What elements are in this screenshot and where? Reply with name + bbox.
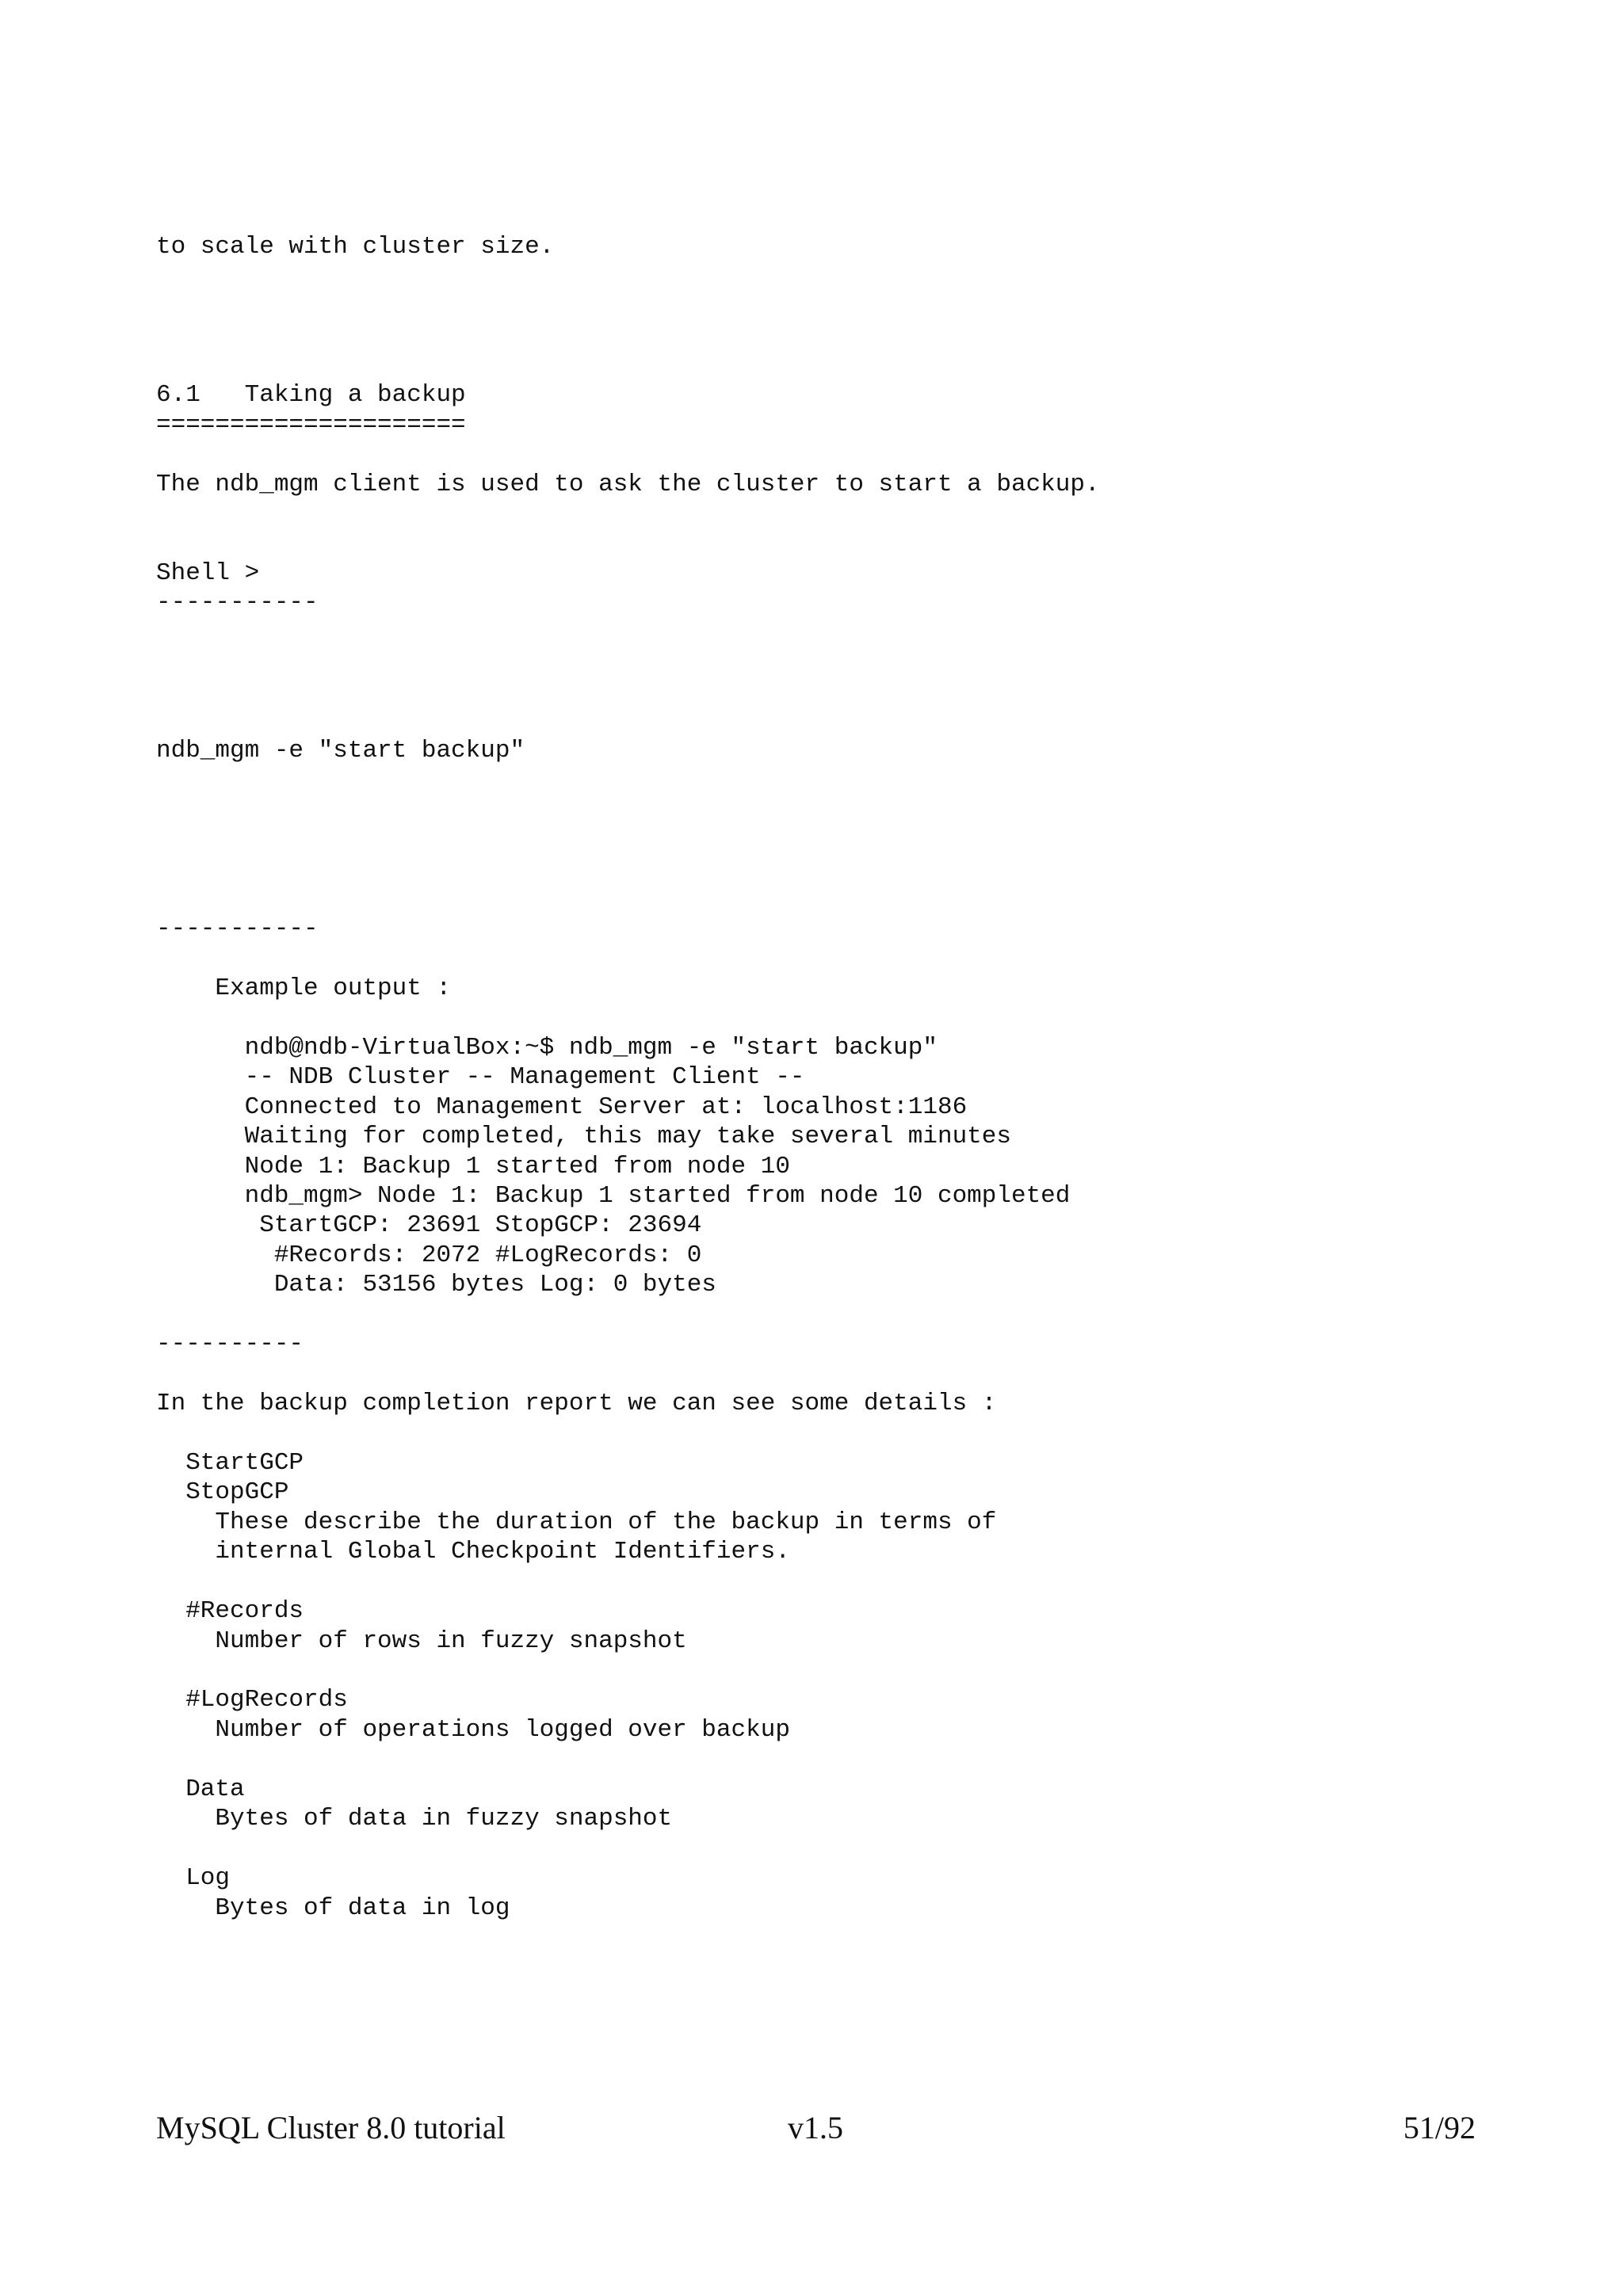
- text-line: The ndb_mgm client is used to ask the cluster to start a backup.: [156, 470, 1100, 498]
- text-line: #Records: [156, 1597, 304, 1626]
- text-line: Node 1: Backup 1 started from node 10: [156, 1152, 790, 1180]
- text-line: Connected to Management Server at: localhost:1186: [156, 1093, 968, 1121]
- footer-version: v1.5: [788, 2110, 843, 2145]
- text-line: [156, 826, 1100, 855]
- text-line: [156, 1360, 1100, 1389]
- text-line: [156, 499, 1100, 528]
- text-line: [156, 440, 1100, 469]
- text-line: ndb_mgm -e "start backup": [156, 737, 525, 765]
- text-line: [156, 1300, 1100, 1329]
- text-line: Number of operations logged over backup: [156, 1715, 790, 1744]
- text-line: =====================: [156, 410, 466, 439]
- text-line: ndb@ndb-VirtualBox:~$ ndb_mgm -e "start backup": [156, 1033, 938, 1062]
- text-line: Waiting for completed, this may take several minutes: [156, 1123, 1011, 1151]
- text-line: [156, 321, 1100, 350]
- text-line: #LogRecords: [156, 1686, 348, 1714]
- text-line: [156, 1419, 1100, 1448]
- text-line: [156, 528, 1100, 558]
- text-line: [156, 707, 1100, 736]
- text-line: ----------: [156, 1330, 304, 1359]
- text-line: [156, 1745, 1100, 1774]
- text-line: [156, 292, 1100, 321]
- text-line: [156, 677, 1100, 707]
- text-line: Example output :: [156, 974, 452, 1002]
- text-line: Shell >: [156, 559, 260, 587]
- text-line: [156, 1834, 1100, 1863]
- footer-page-number: 51/92: [1403, 2110, 1476, 2145]
- text-line: StartGCP: [156, 1448, 304, 1477]
- text-line: [156, 1567, 1100, 1596]
- text-line: -----------: [156, 915, 319, 944]
- text-line: to scale with cluster size.: [156, 233, 555, 261]
- text-line: Data: [156, 1775, 245, 1803]
- text-line: [156, 795, 1100, 825]
- text-line: [156, 944, 1100, 974]
- text-line: [156, 647, 1100, 677]
- text-line: Bytes of data in log: [156, 1894, 510, 1922]
- text-line: -----------: [156, 589, 319, 617]
- text-line: [156, 855, 1100, 884]
- text-line: Log: [156, 1864, 231, 1893]
- text-line: #Records: 2072 #LogRecords: 0: [156, 1241, 702, 1269]
- text-line: In the backup completion report we can see some details :: [156, 1390, 997, 1418]
- text-line: [156, 618, 1100, 647]
- text-line: -- NDB Cluster -- Management Client --: [156, 1063, 805, 1092]
- text-line: StartGCP: 23691 StopGCP: 23694: [156, 1211, 702, 1240]
- text-line: Number of rows in fuzzy snapshot: [156, 1627, 687, 1655]
- text-line: [156, 1656, 1100, 1685]
- footer-title: MySQL Cluster 8.0 tutorial: [156, 2110, 506, 2145]
- text-line: [156, 261, 1100, 291]
- text-line: [156, 766, 1100, 795]
- document-body: [156, 232, 1100, 1923]
- text-line: internal Global Checkpoint Identifiers.: [156, 1538, 790, 1566]
- text-line: [156, 351, 1100, 380]
- text-line: Data: 53156 bytes Log: 0 bytes: [156, 1271, 716, 1299]
- text-line: ndb_mgm> Node 1: Backup 1 started from node 10 completed: [156, 1182, 1071, 1210]
- text-line: Bytes of data in fuzzy snapshot: [156, 1805, 673, 1833]
- text-line: [156, 1003, 1100, 1032]
- text-line: These describe the duration of the backup in terms of: [156, 1508, 997, 1536]
- text-line: 6.1 Taking a backup: [156, 381, 466, 410]
- text-line: StopGCP: [156, 1478, 289, 1507]
- text-line: [156, 885, 1100, 914]
